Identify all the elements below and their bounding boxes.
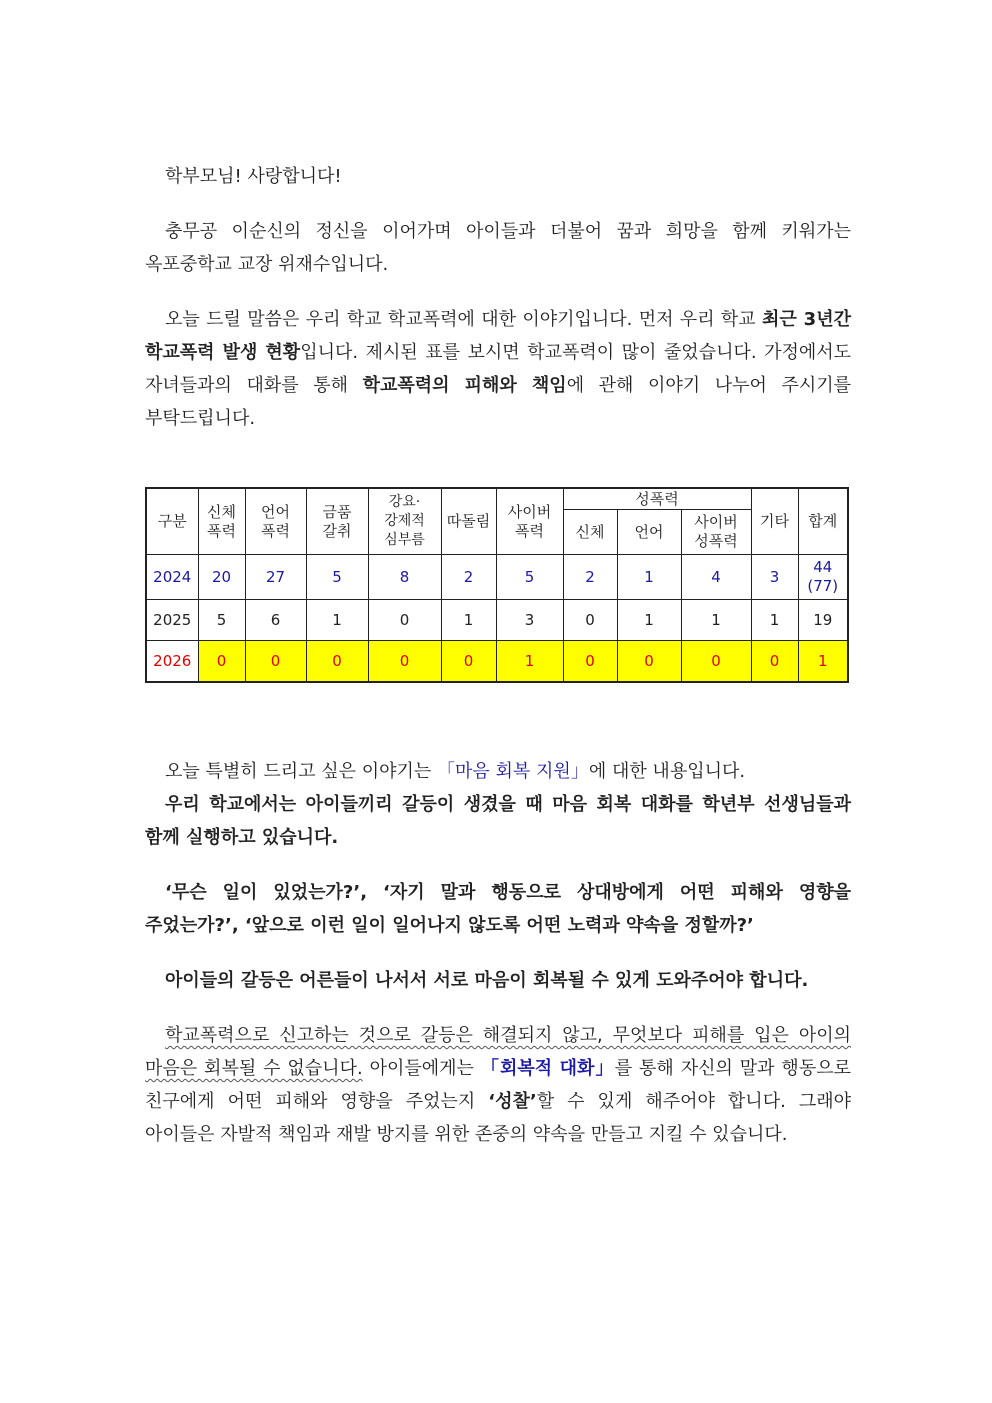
header-sex-cyber: 사이버 성폭력 [681, 510, 751, 555]
emphasis-mind-recovery: 「마음 회복 지원」 [437, 761, 589, 782]
header-verbal: 언어 폭력 [245, 488, 306, 555]
cell: 1 [441, 600, 496, 641]
header-sexual: 성폭력 [563, 488, 751, 510]
header-etc: 기타 [751, 488, 798, 555]
cell-total: 1 [798, 641, 848, 683]
table-row [146, 641, 848, 683]
violence-statistics-table [145, 487, 849, 683]
letter-body-second [145, 755, 851, 1151]
cell: 0 [441, 641, 496, 683]
cell: 27 [245, 555, 306, 600]
cell-total: 19 [798, 600, 848, 641]
cell: 0 [617, 641, 681, 683]
cell: 0 [681, 641, 751, 683]
emphasis-harm-responsibility: 학교폭력의 피해와 책임 [362, 375, 567, 396]
row-year: 2025 [146, 600, 198, 641]
cell: 5 [198, 600, 245, 641]
cell: 1 [751, 600, 798, 641]
header-extortion: 금품 갈취 [306, 488, 368, 555]
cell: 2 [563, 555, 617, 600]
cell: 1 [306, 600, 368, 641]
cell: 0 [198, 641, 245, 683]
header-cyber: 사이버 폭력 [496, 488, 563, 555]
header-bullying: 따돌림 [441, 488, 496, 555]
letter-body [145, 160, 851, 435]
cell: 5 [496, 555, 563, 600]
header-sex-physical: 신체 [563, 510, 617, 555]
intro-paragraph: 충무공 이순신의 정신을 이어가며 아이들과 더불어 꿈과 희망을 함께 키워가는 옥포중학교 교장 위재수입니다. [145, 221, 851, 275]
cell: 6 [245, 600, 306, 641]
header-coercion: 강요· 강제적 심부름 [368, 488, 441, 555]
header-physical: 신체 폭력 [198, 488, 245, 555]
cell: 0 [751, 641, 798, 683]
row-year: 2024 [146, 555, 198, 600]
cell: 8 [368, 555, 441, 600]
cell: 1 [496, 641, 563, 683]
cell: 0 [368, 600, 441, 641]
cell: 0 [245, 641, 306, 683]
header-sex-verbal: 언어 [617, 510, 681, 555]
cell: 5 [306, 555, 368, 600]
cell: 3 [496, 600, 563, 641]
cell: 0 [563, 600, 617, 641]
restorative-paragraph: 학교폭력으로 신고하는 것으로 갈등은 해결되지 않고, 무엇보다 피해를 입은 아이의 마음은 회복될 수 없습니다. 아이들에게는 「회복적 대화」를 통해 자신의 말과 행동으로 친구에게 어떤 피해와 영향을 주었는지 ‘성찰’할 수 있게 해주어야 합니다. 그래야 아이들은 자발적 책임과 재발 방지를 위한 존중의 약속을 만들고 지킬 수 있습니다. [145, 1025, 851, 1145]
cell: 3 [751, 555, 798, 600]
table-row [146, 600, 848, 641]
adult-help-paragraph: 아이들의 갈등은 어른들이 나서서 서로 마음이 회복될 수 있게 도와주어야 합니다. [165, 970, 809, 991]
cell: 1 [681, 600, 751, 641]
cell: 2 [441, 555, 496, 600]
cell-total: 44 (77) [798, 555, 848, 600]
table-row [146, 555, 848, 600]
greeting: 학부모님! 사랑합니다! [165, 166, 342, 187]
cell: 0 [368, 641, 441, 683]
row-year: 2026 [146, 641, 198, 683]
underlined-statement: 학교폭력으로 신고하는 것으로 갈등은 해결되지 않고, 무엇보다 피해를 입은 아이의 마음은 회복될 수 없습니다. [145, 1025, 851, 1079]
support-intro-paragraph: 오늘 특별히 드리고 싶은 이야기는 「마음 회복 지원」에 대한 내용입니다. [165, 761, 746, 782]
recovery-dialog-paragraph: 우리 학교에서는 아이들끼리 갈등이 생겼을 때 마음 회복 대화를 학년부 선생님들과 함께 실행하고 있습니다. [145, 794, 851, 848]
emphasis-reflection: ‘성찰’ [488, 1091, 537, 1112]
emphasis-restorative-dialog: 「회복적 대화」 [480, 1058, 615, 1079]
cell: 20 [198, 555, 245, 600]
cell: 0 [563, 641, 617, 683]
status-paragraph: 오늘 드릴 말씀은 우리 학교 학교폭력에 대한 이야기입니다. 먼저 우리 학교 최근 3년간 학교폭력 발생 현황입니다. 제시된 표를 보시면 학교폭력이 많이 줄었습니다. 가정에서도 자녀들과의 대화를 통해 학교폭력의 피해와 책임에 관해 이야기 나누어 주시기를 부탁드립니다. [145, 309, 852, 429]
header-total: 합계 [798, 488, 848, 555]
cell: 1 [617, 555, 681, 600]
questions-paragraph: ‘무슨 일이 있었는가?’, ‘자기 말과 행동으로 상대방에게 어떤 피해와 영향을 주었는가?’, ‘앞으로 이런 일이 일어나지 않도록 어떤 노력과 약속을 정할까?’ [145, 882, 851, 936]
cell: 1 [617, 600, 681, 641]
emphasis-recent-status: 최근 3년간 학교폭력 발생 현황 [145, 309, 851, 363]
cell: 4 [681, 555, 751, 600]
header-gubun: 구분 [146, 488, 198, 555]
cell: 0 [306, 641, 368, 683]
